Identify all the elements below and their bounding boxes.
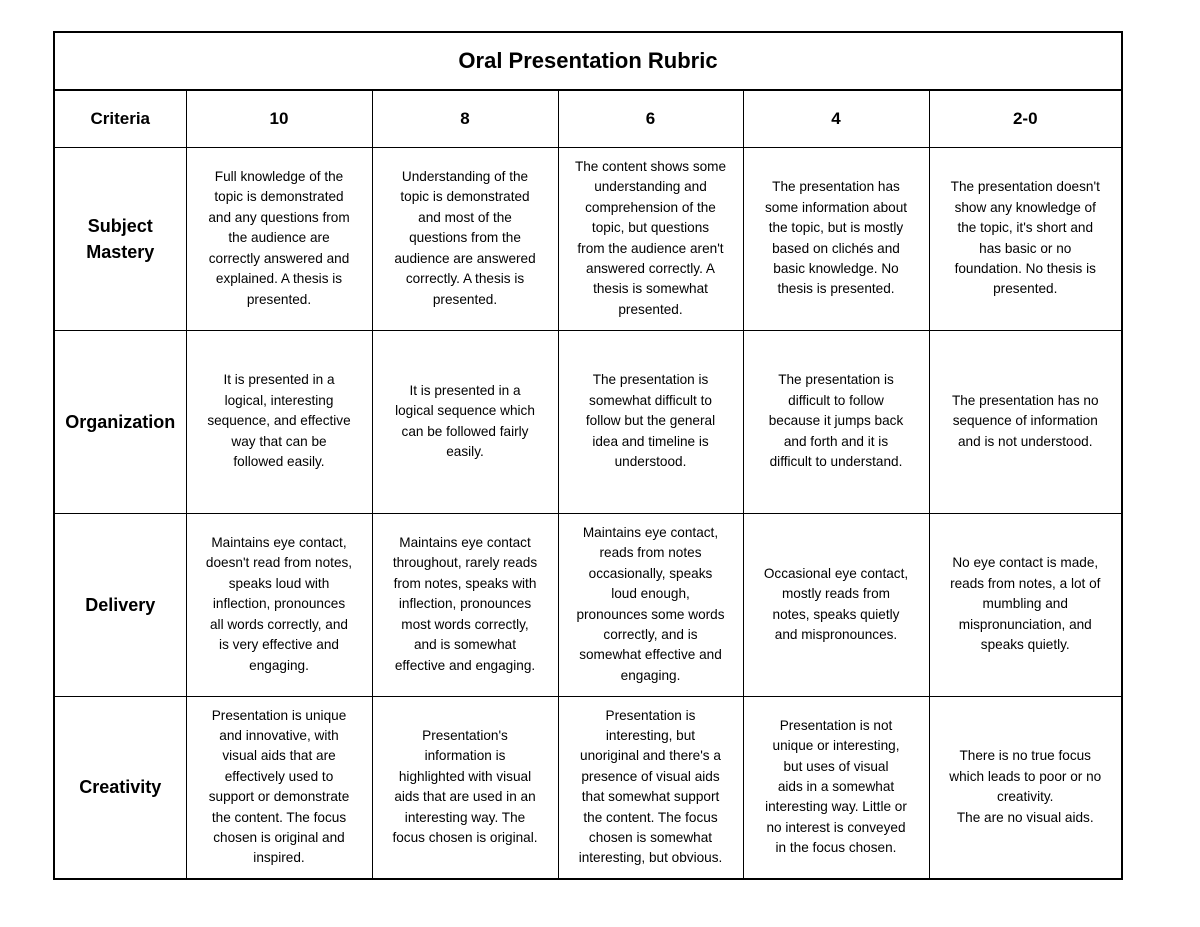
descriptor-cell: Occasional eye contact, mostly reads from notes, speaks quietly and mispronounces.: [743, 513, 929, 696]
descriptor-cell: The presentation is somewhat difficult to follow but the general idea and timeline is understood.: [558, 330, 743, 513]
descriptor-cell: It is presented in a logical, interesting sequence, and effective way that can be followed easily.: [186, 330, 372, 513]
header-criteria: Criteria: [54, 90, 186, 147]
descriptor-cell: Presentation is unique and innovative, with visual aids that are effectively used to support or demonstrate the content. The focus chosen is original and inspired.: [186, 696, 372, 879]
header-score-4: 4: [743, 90, 929, 147]
rubric-title: Oral Presentation Rubric: [54, 32, 1122, 90]
row-creativity: [54, 696, 1122, 879]
descriptor-cell: Understanding of the topic is demonstrated and most of the questions from the audience are answered correctly. A thesis is presented.: [372, 147, 558, 330]
descriptor-cell: The presentation doesn't show any knowledge of the topic, it's short and has basic or no foundation. No thesis is presented.: [929, 147, 1122, 330]
criteria-subject-mastery: Subject Mastery: [54, 147, 186, 330]
header-score-6: 6: [558, 90, 743, 147]
descriptor-cell: There is no true focus which leads to poor or no creativity. The are no visual aids.: [929, 696, 1122, 879]
descriptor-cell: The presentation is difficult to follow because it jumps back and forth and it is difficult to understand.: [743, 330, 929, 513]
rubric-table: [53, 31, 1123, 880]
criteria-creativity: Creativity: [54, 696, 186, 879]
header-score-2-0: 2-0: [929, 90, 1122, 147]
row-delivery: [54, 513, 1122, 696]
descriptor-cell: No eye contact is made, reads from notes, a lot of mumbling and mispronunciation, and speaks quietly.: [929, 513, 1122, 696]
descriptor-cell: The content shows some understanding and comprehension of the topic, but questions from the audience aren't answered correctly. A thesis is somewhat presented.: [558, 147, 743, 330]
descriptor-cell: Presentation is interesting, but unoriginal and there's a presence of visual aids that somewhat support the content. The focus chosen is somewhat interesting, but obvious.: [558, 696, 743, 879]
descriptor-cell: The presentation has some information about the topic, but is mostly based on clichés and basic knowledge. No thesis is presented.: [743, 147, 929, 330]
descriptor-cell: Maintains eye contact, doesn't read from notes, speaks loud with inflection, pronounces all words correctly, and is very effective and engaging.: [186, 513, 372, 696]
descriptor-cell: The presentation has no sequence of information and is not understood.: [929, 330, 1122, 513]
descriptor-cell: Maintains eye contact throughout, rarely reads from notes, speaks with inflection, pronounces most words correctly, and is somewhat effective and engaging.: [372, 513, 558, 696]
criteria-delivery: Delivery: [54, 513, 186, 696]
descriptor-cell: It is presented in a logical sequence which can be followed fairly easily.: [372, 330, 558, 513]
criteria-organization: Organization: [54, 330, 186, 513]
header-score-10: 10: [186, 90, 372, 147]
header-row: [54, 90, 1122, 147]
descriptor-cell: Full knowledge of the topic is demonstrated and any questions from the audience are correctly answered and explained. A thesis is presented.: [186, 147, 372, 330]
row-subject-mastery: [54, 147, 1122, 330]
descriptor-cell: Presentation's information is highlighted with visual aids that are used in an interesting way. The focus chosen is original.: [372, 696, 558, 879]
header-score-8: 8: [372, 90, 558, 147]
descriptor-cell: Maintains eye contact, reads from notes occasionally, speaks loud enough, pronounces some words correctly, and is somewhat effective and engaging.: [558, 513, 743, 696]
descriptor-cell: Presentation is not unique or interesting, but uses of visual aids in a somewhat interesting way. Little or no interest is conveyed in the focus chosen.: [743, 696, 929, 879]
row-organization: [54, 330, 1122, 513]
